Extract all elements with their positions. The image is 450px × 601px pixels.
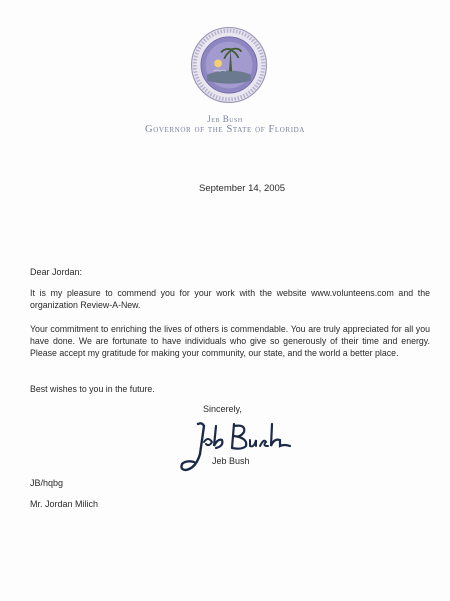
closing: Sincerely, <box>203 404 242 414</box>
body-paragraph-2: Your commitment to enriching the lives of others is commendable. You are truly appreciated for all you have done. We are fortunate to have individuals who give so generously of their time and energy. Please accept my gratitude for making your community, our state, and the world a better place. <box>30 324 430 358</box>
letterhead-name: Jeb Bush <box>207 114 243 124</box>
body-paragraph-1: It is my pleasure to commend you for your work with the website www.volunteens.com and the organization Review-A-New. <box>30 288 430 310</box>
typist-initials: JB/hqbg <box>30 478 64 488</box>
salutation: Dear Jordan: <box>30 267 83 277</box>
letter-date: September 14, 2005 <box>199 183 286 194</box>
signer-name: Jeb Bush <box>212 456 250 466</box>
recipient-name: Mr. Jordan Milich <box>30 499 99 509</box>
handwritten-signature <box>176 416 296 478</box>
florida-state-seal-icon <box>190 26 268 104</box>
letterhead-title: Governor of the State of Florida <box>145 124 305 135</box>
body-paragraph-3: Best wishes to you in the future. <box>30 384 155 394</box>
